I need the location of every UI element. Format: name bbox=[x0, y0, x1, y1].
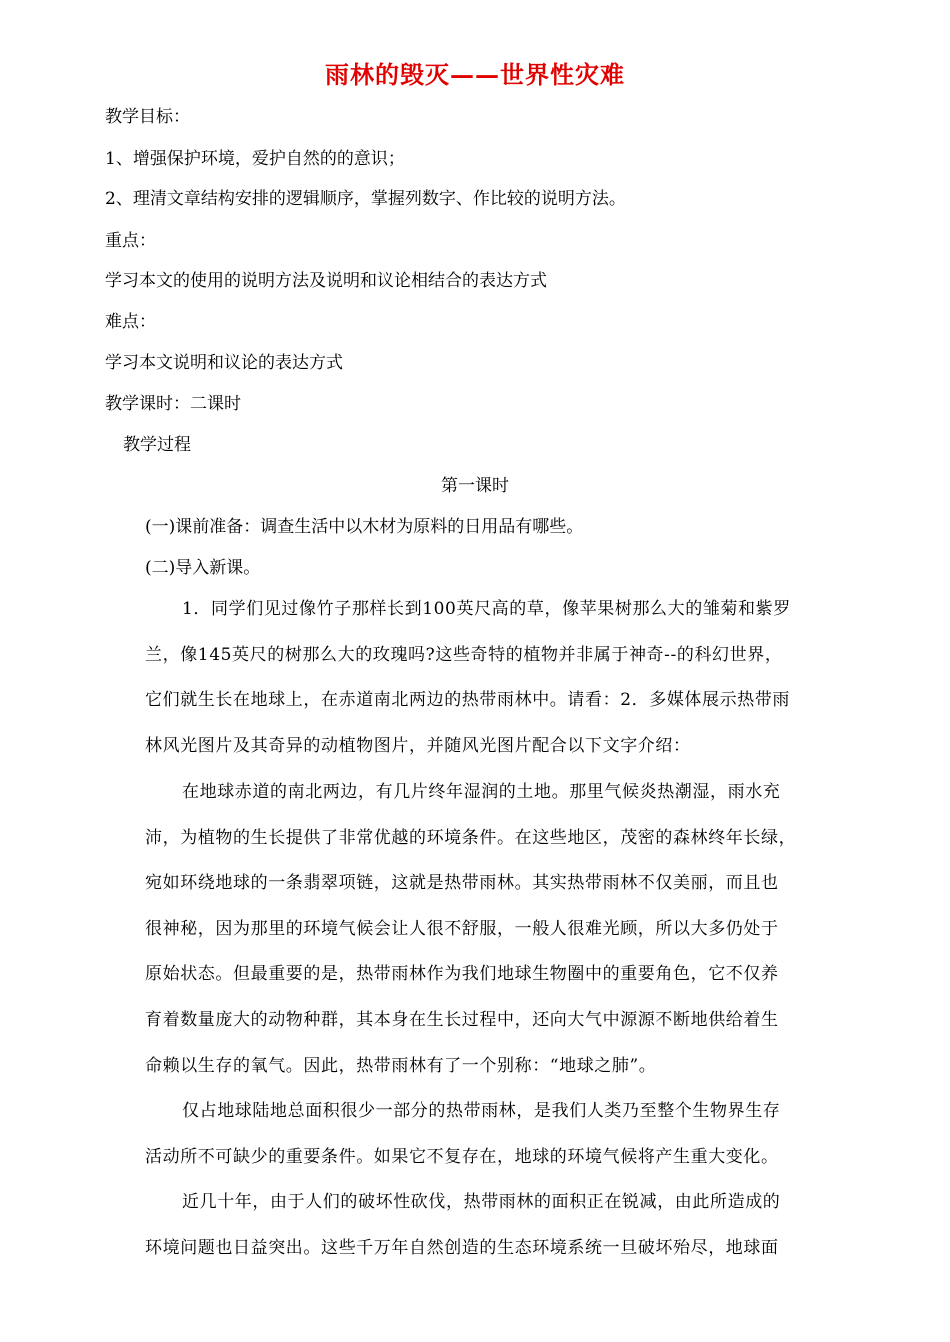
paragraph-3-line: 仅占地球陆地总面积很少一部分的热带雨林，是我们人类乃至整个生物界生存 bbox=[182, 1101, 781, 1121]
paragraph-3-line: 活动所不可缺少的重要条件。如果它不复存在，地球的环境气候将产生重大变化。 bbox=[145, 1146, 779, 1167]
objectives-heading: 教学目标： bbox=[105, 107, 190, 127]
difficulty-heading: 难点： bbox=[105, 312, 156, 332]
paragraph-2-line: 宛如环绕地球的一条翡翠项链，这就是热带雨林。其实热带雨林不仅美丽，而且也 bbox=[145, 873, 779, 894]
objective-item-1: 1、增强保护环境，爱护自然的的意识； bbox=[105, 149, 405, 169]
class-hours: 教学课时：二课时 bbox=[105, 394, 241, 414]
paragraph-1-line: 兰，像145英尺的树那么大的玫瑰吗?这些奇特的植物并非属于神奇--的科幻世界， bbox=[145, 644, 783, 665]
paragraph-2-line: 在地球赤道的南北两边，有几片终年湿润的土地。那里气候炎热潮湿，雨水充 bbox=[182, 782, 781, 802]
paragraph-2-line: 育着数量庞大的动物种群，其本身在生长过程中，还向大气中源源不断地供给着生 bbox=[145, 1009, 779, 1030]
paragraph-2 bbox=[145, 780, 796, 1099]
paragraph-1 bbox=[145, 597, 791, 779]
intro-line: (二)导入新课。 bbox=[145, 558, 261, 578]
paragraph-1-line: 它们就生长在地球上，在赤道南北两边的热带雨林中。请看：2．多媒体展示热带雨 bbox=[145, 690, 791, 711]
paragraph-1-line: 1．同学们见过像竹子那样长到100英尺高的草，像苹果树那么大的雏菊和紫罗 bbox=[182, 599, 791, 619]
lesson-heading: 第一课时 bbox=[441, 476, 509, 496]
paragraph-1-line: 林风光图片及其奇异的动植物图片，并随风光图片配合以下文字介绍： bbox=[145, 735, 691, 756]
paragraph-2-line: 沛，为植物的生长提供了非常优越的环境条件。在这些地区，茂密的森林终年长绿， bbox=[145, 827, 797, 848]
key-point-heading: 重点： bbox=[105, 231, 156, 251]
paragraph-3 bbox=[145, 1099, 780, 1190]
difficulty-text: 学习本文说明和议论的表达方式 bbox=[105, 353, 343, 373]
key-point-text: 学习本文的使用的说明方法及说明和议论相结合的表达方式 bbox=[105, 271, 547, 291]
paragraph-4-line: 环境问题也日益突出。这些千万年自然创造的生态环境系统一旦破坏殆尽，地球面 bbox=[145, 1237, 779, 1258]
process-heading: 教学过程 bbox=[123, 435, 191, 455]
objective-item-2: 2、理清文章结构安排的逻辑顺序，掌握列数字、作比较的说明方法。 bbox=[105, 189, 626, 209]
paragraph-2-line: 很神秘，因为那里的环境气候会让人很不舒服，一般人很难光顾，所以大多仍处于 bbox=[145, 918, 779, 939]
document-title: 雨林的毁灭——世界性灾难 bbox=[325, 60, 625, 89]
paragraph-2-line: 命赖以生存的氧气。因此，热带雨林有了一个别称：“地球之肺”。 bbox=[145, 1055, 657, 1076]
paragraph-4 bbox=[145, 1190, 780, 1281]
paragraph-2-line: 原始状态。但最重要的是，热带雨林作为我们地球生物圈中的重要角色，它不仅养 bbox=[145, 964, 779, 985]
paragraph-4-line: 近几十年，由于人们的破坏性砍伐，热带雨林的面积正在锐减，由此所造成的 bbox=[182, 1192, 781, 1212]
preparation-line: (一)课前准备：调查生活中以木材为原料的日用品有哪些。 bbox=[145, 517, 584, 537]
